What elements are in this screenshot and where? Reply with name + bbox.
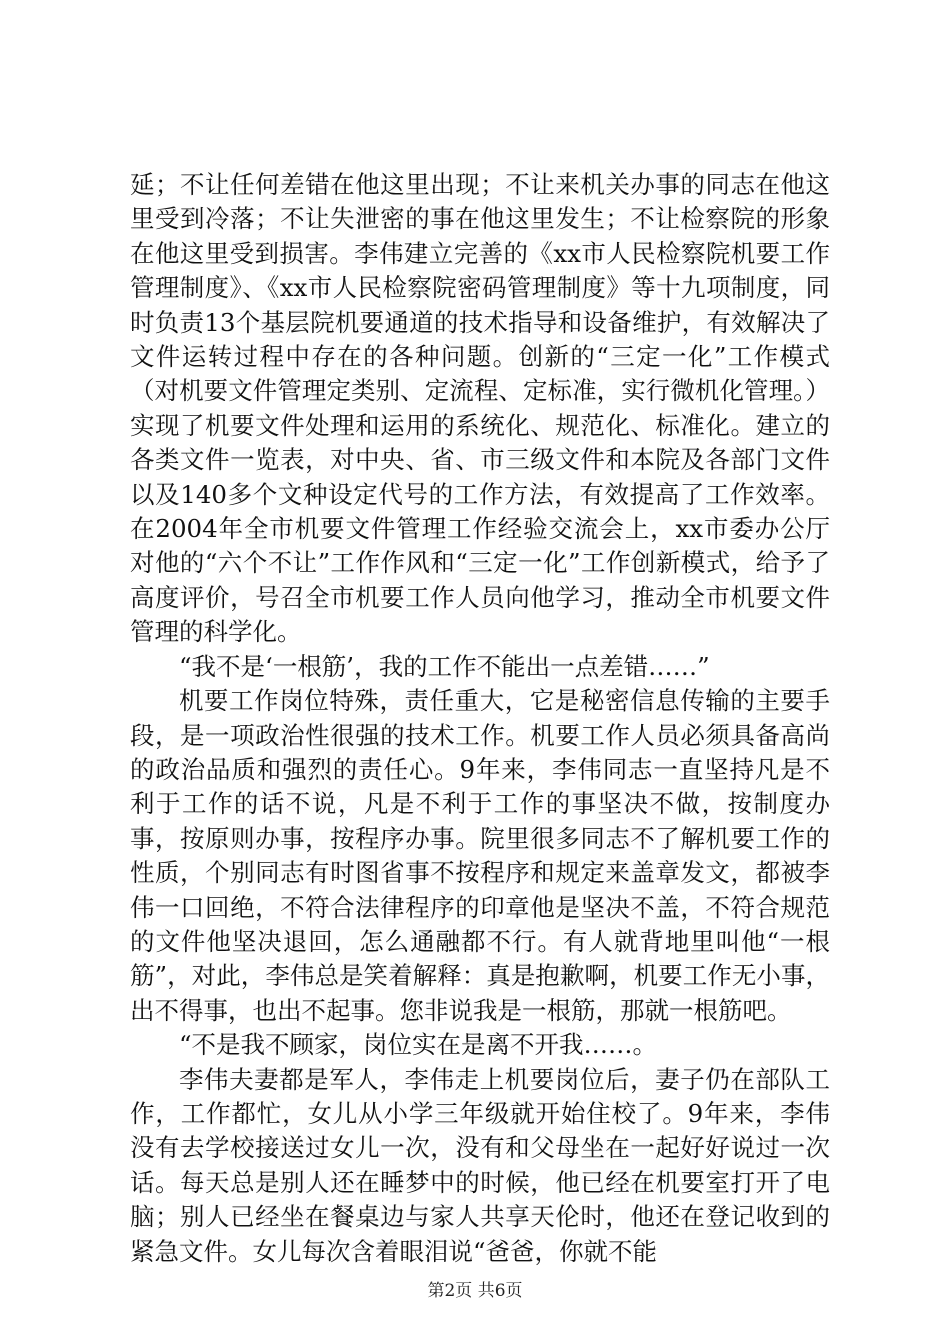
page-number-footer: 第2页 共6页 [427, 1281, 523, 1301]
paragraph: 李伟夫妻都是军人，李伟走上机要岗位后，妻子仍在部队工作，工作都忙，女儿从小学三年级就开始住校了。9年来，李伟没有去学校接送过女儿一次，没有和父母坐在一起好好说过一次话。每天总是别人还在睡梦中的时候，他已经在机要室打开了电脑；别人已经坐在餐桌边与家人共享天伦时，他还在登记收到的紧急文件。女儿每次含着眼泪说“爸爸，你就不能 [130, 1064, 830, 1266]
section-quote-heading: “不是我不顾家，岗位实在是离不开我……。 [179, 1030, 658, 1060]
paragraph: 机要工作岗位特殊，责任重大，它是秘密信息传输的主要手段，是一项政治性很强的技术工作。机要工作人员必须具备高尚的政治品质和强烈的责任心。9年来，李伟同志一直坚持凡是不利于工作的话不说，凡是不利于工作的事坚决不做，按制度办事，按原则办事，按程序办事。院里很多同志不了解机要工作的性质，个别同志有时图省事不按程序和规定来盖章发文，都被李伟一口回绝，不符合法律程序的印章他是坚决不盖，不符合规范的文件他坚决退回，怎么通融都不行。有人就背地里叫他“一根筋”，对此，李伟总是笑着解释：真是抱歉啊，机要工作无小事，出不得事，也出不起事。您非说我是一根筋，那就一根筋吧。 [130, 686, 830, 1025]
paragraph-continued: 延；不让任何差错在他这里出现；不让来机关办事的同志在他这里受到冷落；不让失泄密的事在他这里发生；不让检察院的形象在他这里受到损害。李伟建立完善的《xx市人民检察院机要工作管理制度》、《xx市人民检察院密码管理制度》等十九项制度，同时负责13个基层院机要通道的技术指导和设备维护，有效解决了文件运转过程中存在的各种问题。创新的“三定一化”工作模式（对机要文件管理定类别、定流程、定标准，实行微机化管理。）实现了机要文件处理和运用的系统化、规范化、标准化。建立的各类文件一览表，对中央、省、市三级文件和本院及各部门文件以及140多个文种设定代号的工作方法，有效提高了工作效率。在2004年全市机要文件管理工作经验交流会上，xx市委办公厅对他的“六个不让”工作作风和“三定一化”工作创新模式，给予了高度评价，号召全市机要工作人员向他学习，推动全市机要文件管理的科学化。 [130, 170, 830, 647]
document-body [130, 168, 830, 1269]
section-quote-heading: “我不是‘一根筋’，我的工作不能出一点差错……” [179, 651, 710, 681]
